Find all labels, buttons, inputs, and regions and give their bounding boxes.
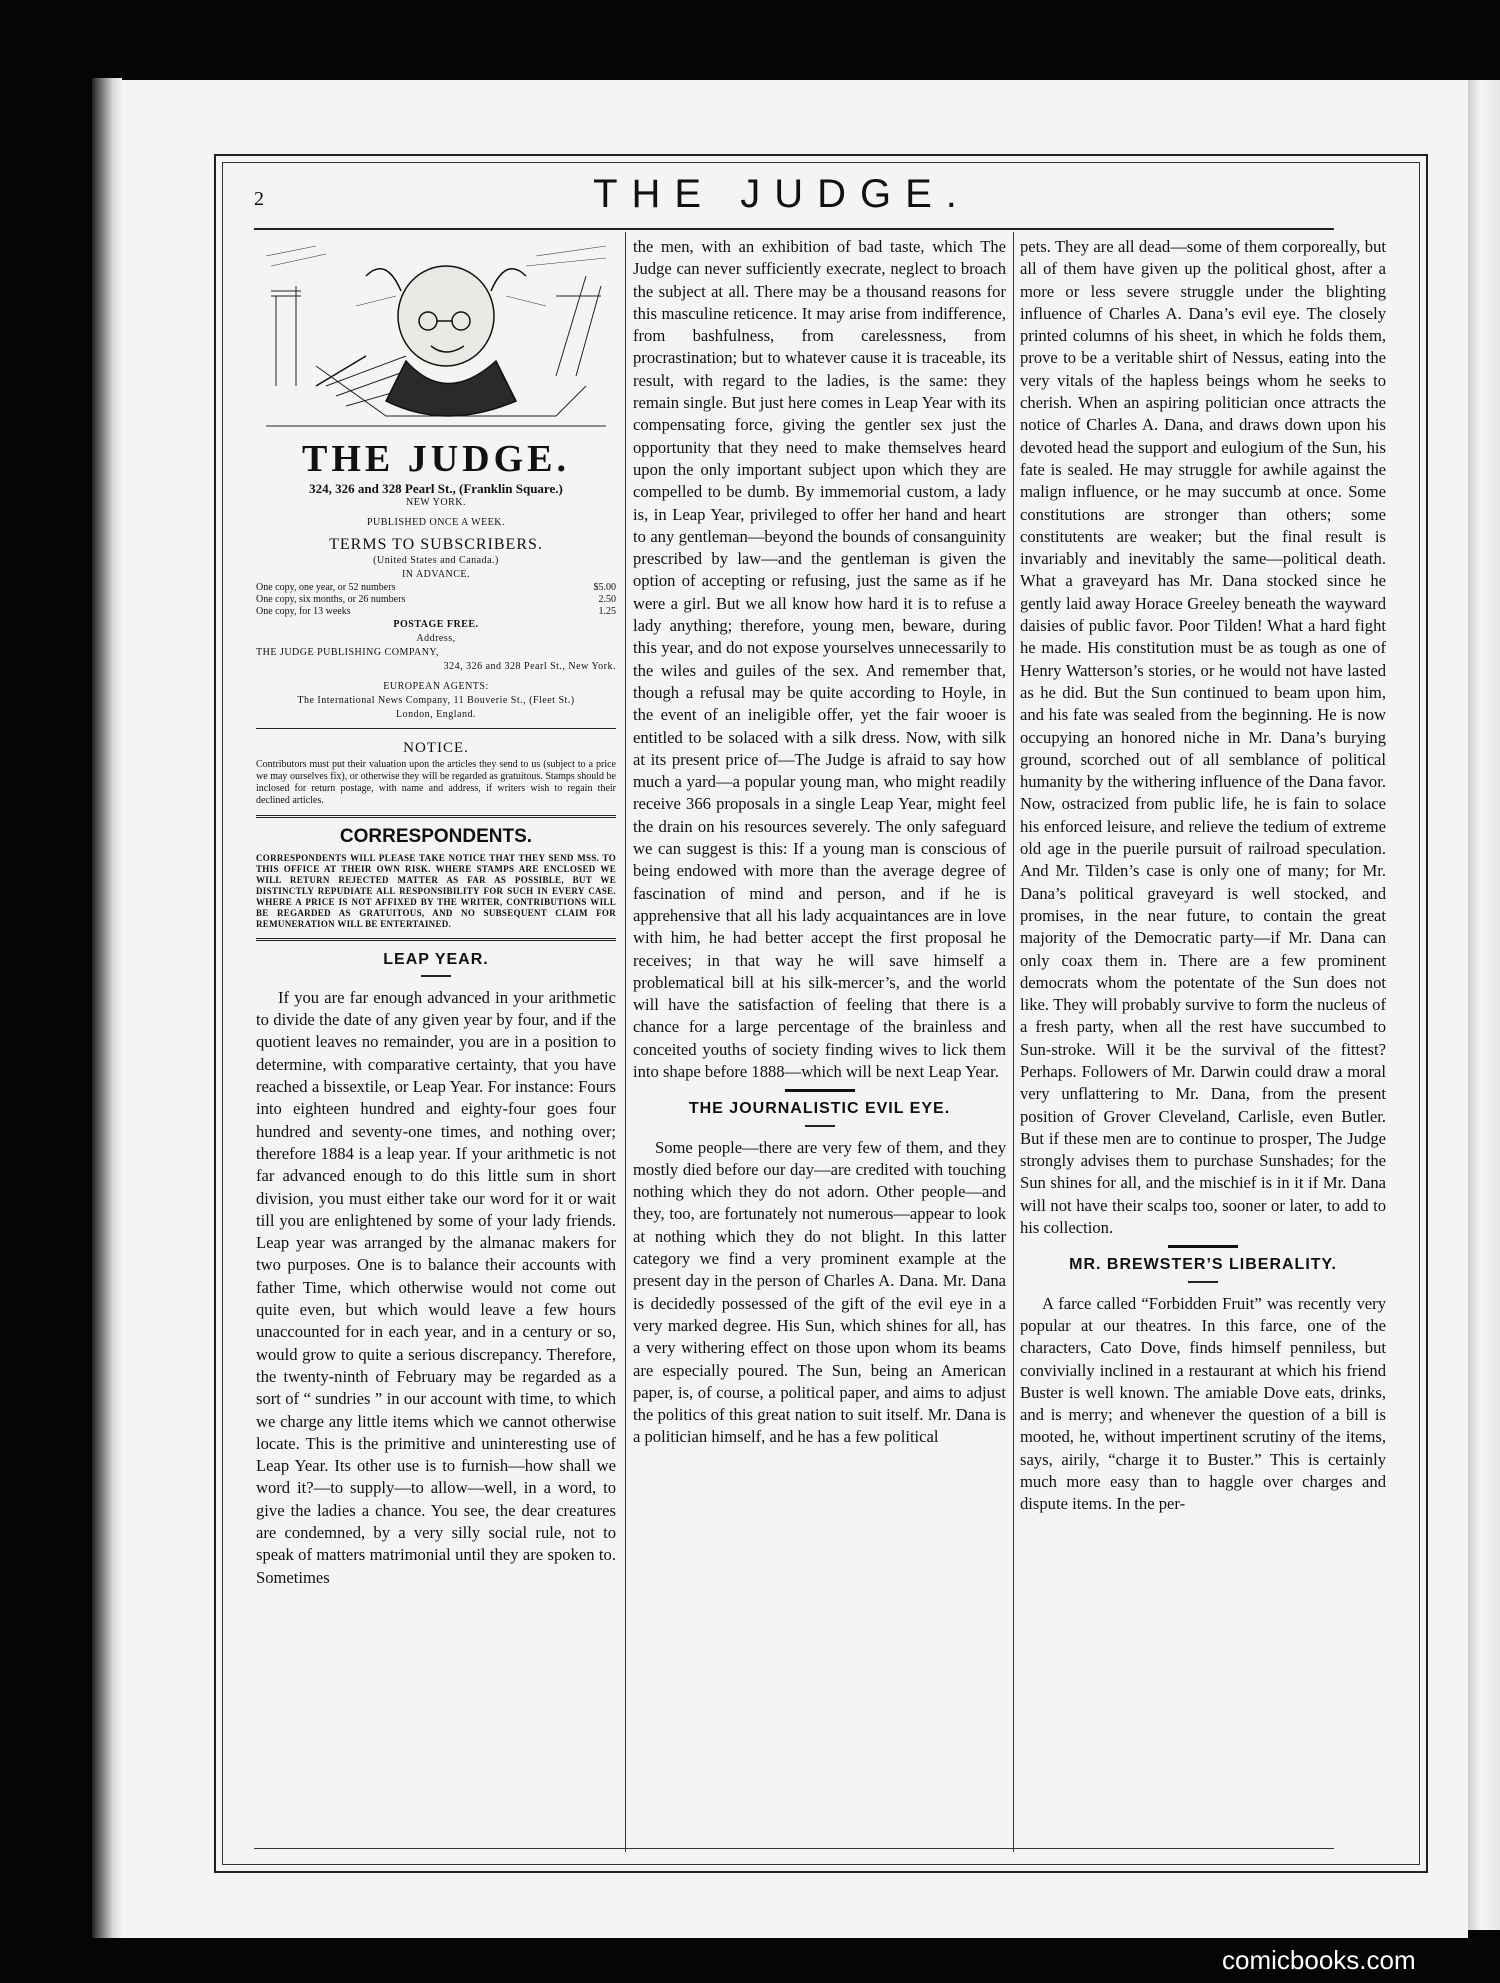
company-address: 324, 326 and 328 Pearl St., New York.	[443, 661, 616, 672]
divider	[256, 728, 616, 729]
heading-rule	[1188, 1281, 1218, 1283]
rate-row: One copy, six months, or 26 numbers 2.50	[256, 594, 616, 605]
evil-eye-heading: THE JOURNALISTIC EVIL EYE.	[688, 1100, 951, 1118]
divider	[256, 815, 616, 818]
book-binding	[92, 78, 122, 1938]
evil-eye-continued-text: pets. They are all dead—some of them corporeally, but all of them have given up the political ghost, after a more or less severe struggle under the blighting influence of Charles A. Dana’s evil eye. The closely printed columns of his sheet, in which he folds them, prove to be a veritable shirt of Nessus, eating into the very vitals of the hapless beings whom he seeks to cherish. When an aspiring politician once attracts the notice of Charles A. Dana, and draws down upon his devoted head the support and eulogium of the Sun, his fate is sealed. He may struggle for awhile against the malign influence, or he may succumb at once. Some constitutions are stronger than others; some constitutents are weaker; but the final result is invariably and inevitably the same—political death. What a graveyard has Mr. Dana stocked since he gently laid away Horace Greeley beneath the wayward daisies of public favor. Poor Tilden! What a hard fight he made. His constitution must be as tough as one of Henry Watterson’s stories, or he would not have lasted as he did. But the Sun continued to beam upon him, and his fate was sealed from the beginning. He is now occupying an honored niche in Mr. Dana’s burying ground, scorched out of all semblance of political humanity by the withering influence of the Dana favor. Now, ostracized from public life, he is fain to solace his enforced leisure, and relieve the tedium of extreme old age in the puerile pursuit of railroad speculation. And Mr. Tilden’s case is only one of many; for Mr. Dana’s political graveyard is well stocked, and promises, in the near future, to contain the great majority of the Democratic party—if Mr. Dana can only coax them in. There are a few prominent democrats whom the potentate of the Sun does not like. They will probably survive to form the nucleus of a fresh party, when all the rest have succumbed to Sun-stroke. Will it be the survival of the fittest? Perhaps. Followers of Mr. Darwin could draw a moral very unflattering to Mr. Dana, from the present position of Grover Cleveland, Carlisle, even Butler. But if these men are to continue to prosper, The Judge strongly advises them to purchase Sunshades; for the Sun shines for all, and the mischief is in it if Mr. Dana will not have their scalps too, sooner or later, to add to his collection.	[1020, 237, 1386, 1238]
judge-cartoon-illustration	[256, 236, 616, 431]
column-3	[1020, 236, 1386, 1516]
terms-region: (United States and Canada.)	[373, 555, 499, 566]
evil-eye-text: Some people—there are very few of them, and they mostly died before our day—are credited with touching nothing which they do not adorn. Other people—and they, too, are fortunately not numerous—appear to look at nothing which they do not blight. In this latter category we find a very prominent example at the present day in the person of Charles A. Dana. Mr. Dana is decidedly possessed of the gift of the evil eye in a very marked degree. His Sun, which shines for all, has a very withering effect on those upon whom its beams are especially poured. The Sun, being an American paper, is, of course, a political paper, and aims to adjust the politics of this great nation to suit itself. Mr. Dana is a politician himself, and he has a few political	[633, 1137, 1006, 1447]
notice-text: Contributors must put their valuation upon the articles they send to us (subject to a price we may ourselves fix), or otherwise they will be regarded as gratuitous. Stamps should be inclosed for return postage, with name and address, if writers wish to regain their declined articles.	[256, 759, 616, 807]
company-name: THE JUDGE PUBLISHING COMPANY,	[256, 647, 439, 658]
publication-title: THE JUDGE.	[301, 438, 571, 480]
heading-rule	[805, 1125, 835, 1127]
next-page-edge	[1468, 80, 1500, 1930]
column-rule-2	[1013, 232, 1014, 1852]
european-city: London, England.	[396, 709, 476, 720]
european-agent: The International News Company, 11 Bouverie St., (Fleet St.)	[297, 695, 575, 706]
brewster-heading: MR. BREWSTER’S LIBERALITY.	[1069, 1256, 1337, 1274]
european-agents-heading: EUROPEAN AGENTS:	[383, 681, 489, 692]
subscription-rates	[256, 582, 616, 618]
terms-heading: TERMS TO SUBSCRIBERS.	[329, 536, 543, 553]
page-number: 2	[254, 188, 264, 210]
masthead: THE JUDGE.	[593, 172, 971, 216]
divider	[256, 938, 616, 941]
address-label: Address,	[416, 633, 456, 644]
publication-city: NEW YORK.	[405, 497, 467, 508]
publication-address: 324, 326 and 328 Pearl St., (Franklin Square.)	[309, 481, 563, 496]
site-watermark: comicbooks.com	[1222, 1945, 1416, 1975]
leap-year-continued-text: the men, with an exhibition of bad taste, which The Judge can never sufficiently execrate, neglect to broach the subject at all. There may be a thousand reasons for this masculine reticence. It may arise from indifference, from bashfulness, from carelessness, from procrastination; but to whatever cause it is traceable, its result, with regard to the ladies, is the same: they remain single. But just here comes in Leap Year with its compensating force, giving the gentler sex just the opportunity that they need to make themselves heard upon the only important subject upon which they are compelled to be dumb. By immemorial custom, a lady is, in Leap Year, privileged to offer her hand and heart to any gentleman—beyond the bounds of consanguinity prescribed by law—and the gentleman is given the option of accepting or refusing, just the same as if he were a girl. But we all know how hard it is to refuse a lady anything; therefore, young men, beware, during this year, and do not expose yourselves unnecessarily to the wiles and guiles of the sex. And remember that, though a refusal may be quite according to Hoyle, in the event of an ineligible offer, yet the fair wooer is entitled to be solaced with a silk dress. Now, with silk at its present price of—The Judge is afraid to say how much a yard—a popular young man, who might readily receive 366 proposals in a single Leap Year, might feel the drain on his resources severely. The only safeguard we can suggest is this: If a young man is conscious of being endowed with more than the average degree of fascination of mind and person, and if he is apprehensive that all his lady acquaintances are in love with him, he had better accept the first proposal he receives; in that way he will save himself a problematical bill at his silk-mercer’s, and the world will have the satisfaction of feeling that there is a chance for a large percentage of the brainless and conceited youths of society finding wives to lick them into shape before 1888—which will be next Leap Year.	[633, 237, 1006, 1081]
bottom-rule	[254, 1848, 1334, 1849]
leap-year-text: If you are far enough advanced in your arithmetic to divide the date of any given year by four, and if the quotient leaves no remainder, you are in a position to determine, with comparative certainty, that you have reached a bissextile, or Leap Year. For instance: Fours into eighteen hundred and eighty-four goes four hundred and seventy-one times, and nothing over; therefore 1884 is a leap year. If your arithmetic is not far advanced enough to do this little sum in short division, you must either take our word for it or wait till you are enlightened by some of your lady friends. Leap year was arranged by the almanac makers for two purposes. One is to balance their accounts with father Time, which otherwise would not come out quite even, but which would leave a few hours unaccounted for in each year, and in a century or so, would grow to quite a serious discrepancy. Therefore, the twenty-ninth of February may be regarded as a sort of “ sundries ” in our account with time, to which we charge any little items which we cannot otherwise locate. This is the primitive and uninteresting use of Leap Year. Its other use is to furnish—how shall we word it?—to supply—to allow—well, in a word, to give the ladies a chance. You see, the dear creatures are condemned, by a very silly social rule, not to speak of matters matrimonial until they are spoken to. Sometimes	[256, 987, 616, 1587]
rate-row: One copy, for 13 weeks 1.25	[256, 606, 616, 617]
brewster-text: A farce called “Forbidden Fruit” was recently very popular at our theatres. In this farce, one of the characters, Cato Dove, finds himself penniless, but convivially inclined in a restaurant at which his friend Buster is well known. The amiable Dove eats, drinks, and is merry; and whenever the question of a bill is mooted, he, without impertinent scrutiny of the items, says, airily, “charge it to Buster.” This is certainly much more easy than to haggle over charges and dispute items. In the per-	[1020, 1293, 1386, 1514]
article-divider	[1168, 1245, 1238, 1248]
leap-year-heading: LEAP YEAR.	[383, 950, 489, 968]
column-2	[633, 236, 1006, 1449]
rate-row: One copy, one year, or 52 numbers $5.00	[256, 582, 616, 593]
newspaper-page	[122, 80, 1468, 1938]
postage-note: POSTAGE FREE.	[393, 619, 479, 630]
column-rule-1	[625, 232, 626, 1852]
correspondents-text: CORRESPONDENTS WILL PLEASE TAKE NOTICE THAT THEY SEND MSS. TO THIS OFFICE AT THEIR OWN RISK. WHERE STAMPS ARE ENCLOSED WE WILL RETURN REJECTED MATTER AS FAR AS POSSIBLE, BUT WE DISTINCTLY REPUDIATE ALL RESPONSIBILITY FOR SUCH IN EVERY CASE. WHERE A PRICE IS NOT AFFIXED BY THE WRITER, CONTRIBUTIONS WILL BE REGARDED AS GRATUITOUS, AND NO SUBSEQUENT CLAIM FOR REMUNERATION WILL BE ENTERTAINED.	[256, 852, 616, 929]
article-divider	[785, 1089, 855, 1092]
masthead-rule	[254, 228, 1334, 230]
heading-rule	[421, 975, 451, 977]
publication-frequency: PUBLISHED ONCE A WEEK.	[366, 517, 506, 528]
notice-heading: NOTICE.	[403, 740, 469, 756]
correspondents-heading: CORRESPONDENTS.	[339, 826, 533, 848]
column-1	[256, 236, 616, 1589]
terms-advance: IN ADVANCE.	[401, 569, 471, 580]
